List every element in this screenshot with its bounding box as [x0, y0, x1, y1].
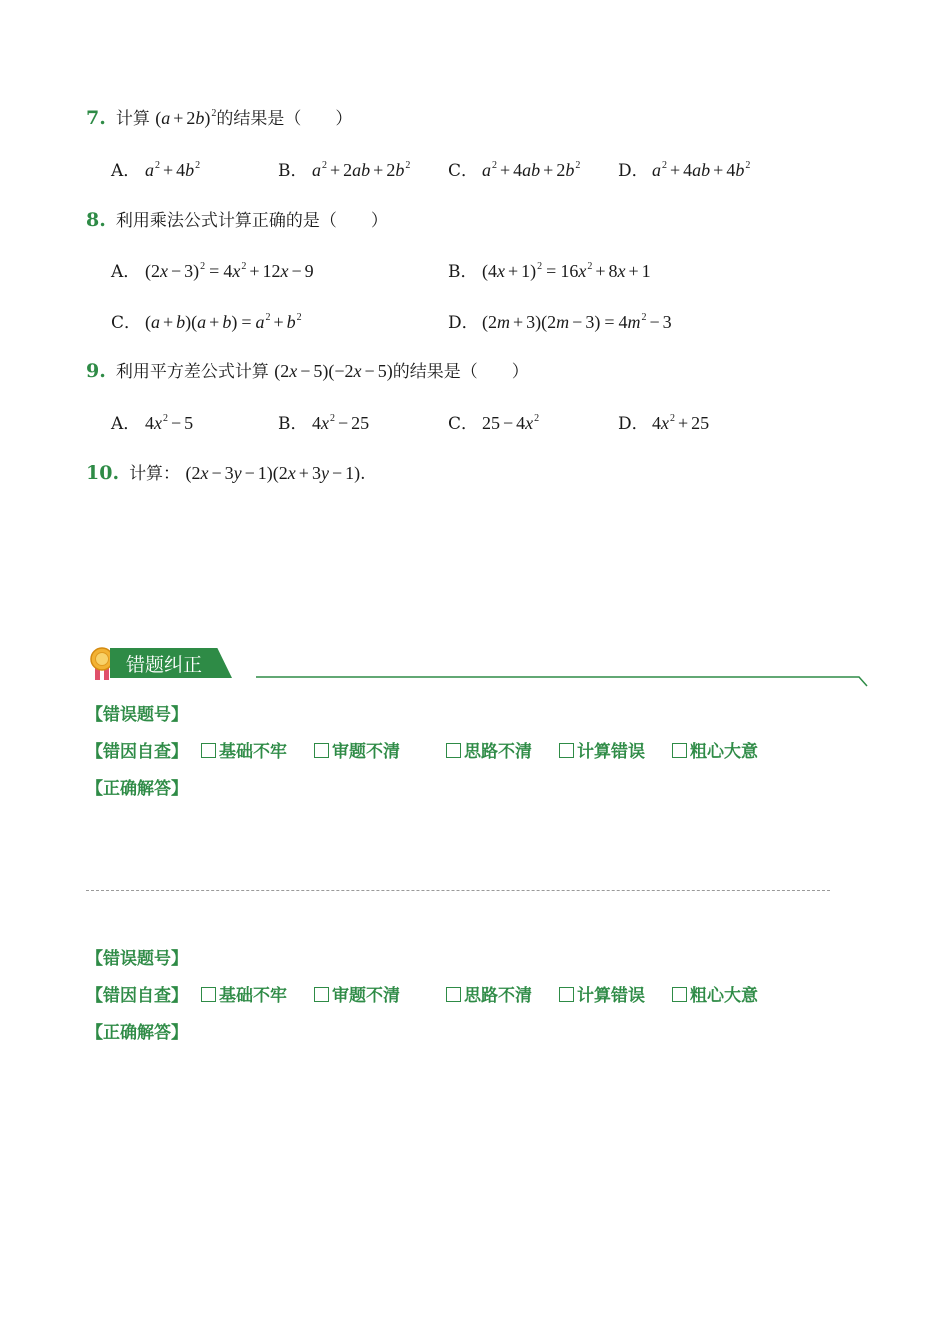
option-d[interactable]: D． $(2m + 3)(2m - 3) = 4m^2 - 3$ [448, 312, 672, 333]
cause-option-1[interactable]: 基础不牢 [201, 981, 287, 1006]
question-tail: 的结果是（ ） [216, 109, 353, 129]
question-8 [86, 206, 388, 231]
error-cause-label: 【错因自查】 [86, 742, 188, 762]
checkbox[interactable] [559, 987, 574, 1002]
option-d[interactable]: D． $a^2 + 4ab + 4b^2$ [618, 160, 751, 181]
option-b[interactable]: B． $(4x + 1)^2 = 16x^2 + 8x + 1$ [448, 261, 651, 282]
checkbox[interactable] [201, 987, 216, 1002]
question-10 [86, 459, 366, 484]
option-c[interactable]: C． $a^2 + 4ab + 2b^2$ [448, 160, 581, 181]
cause-option-3[interactable]: 思路不清 [446, 737, 532, 762]
checkbox[interactable] [559, 743, 574, 758]
expression: (2x − 3y − 1)(2x + 3y − 1) [185, 463, 361, 483]
error-cause-row [86, 737, 188, 762]
question-number: 7. [86, 107, 106, 129]
option-a[interactable]: A． $4x^2 - 5$ [111, 413, 194, 434]
checkbox[interactable] [314, 743, 329, 758]
question-number: 9. [86, 360, 106, 382]
correct-answer-label: 【正确解答】 [86, 779, 188, 799]
option-a[interactable]: A． $(2x - 3)^2 = 4x^2 + 12x - 9$ [111, 261, 314, 282]
error-cause-row [86, 981, 188, 1006]
cause-option-2[interactable]: 审题不清 [314, 737, 400, 762]
question-text: 计算： [129, 464, 181, 484]
correct-answer-label: 【正确解答】 [86, 1023, 188, 1043]
error-number-label: 【错误题号】 [86, 705, 188, 725]
checkbox[interactable] [446, 743, 461, 758]
option-a[interactable]: A． $a^2 + 4b^2$ [111, 160, 201, 181]
section-divider [254, 674, 874, 694]
cause-option-3[interactable]: 思路不清 [446, 981, 532, 1006]
option-c[interactable]: C． $(a + b)(a + b) = a^2 + b^2$ [111, 312, 302, 333]
checkbox[interactable] [672, 743, 687, 758]
option-b[interactable]: B． $4x^2 - 25$ [278, 413, 370, 434]
cause-option-4[interactable]: 计算错误 [559, 981, 645, 1006]
checkbox[interactable] [201, 743, 216, 758]
error-cause-label: 【错因自查】 [86, 986, 188, 1006]
question-text: 计算 [115, 109, 150, 129]
question-9 [86, 357, 529, 382]
cause-option-4[interactable]: 计算错误 [559, 737, 645, 762]
cause-option-5[interactable]: 粗心大意 [672, 981, 758, 1006]
cause-option-5[interactable]: 粗心大意 [672, 737, 758, 762]
expression: (2x − 5)(−2x − 5) [274, 361, 393, 381]
expression: $(a + 2b)^2$ [155, 108, 217, 128]
section-header [86, 644, 866, 690]
checkbox[interactable] [446, 987, 461, 1002]
question-number: 8. [86, 209, 106, 231]
option-d[interactable]: D． $4x^2 + 25$ [618, 413, 710, 434]
question-tail: 的结果是（ ） [392, 362, 529, 382]
error-number-label: 【错误题号】 [86, 949, 188, 969]
question-tail: . [360, 464, 366, 484]
section-title: 错题纠正 [126, 654, 203, 676]
cause-option-2[interactable]: 审题不清 [314, 981, 400, 1006]
question-7 [86, 104, 352, 129]
option-b[interactable]: B． $a^2 + 2ab + 2b^2$ [278, 160, 411, 181]
question-text: 利用平方差公式计算 [115, 362, 269, 382]
option-c[interactable]: C． $25 - 4x^2$ [448, 413, 540, 434]
question-text: 利用乘法公式计算正确的是（ ） [115, 211, 388, 231]
cause-option-1[interactable]: 基础不牢 [201, 737, 287, 762]
checkbox[interactable] [314, 987, 329, 1002]
dashed-separator [86, 890, 830, 891]
question-number: 10. [86, 462, 120, 484]
checkbox[interactable] [672, 987, 687, 1002]
